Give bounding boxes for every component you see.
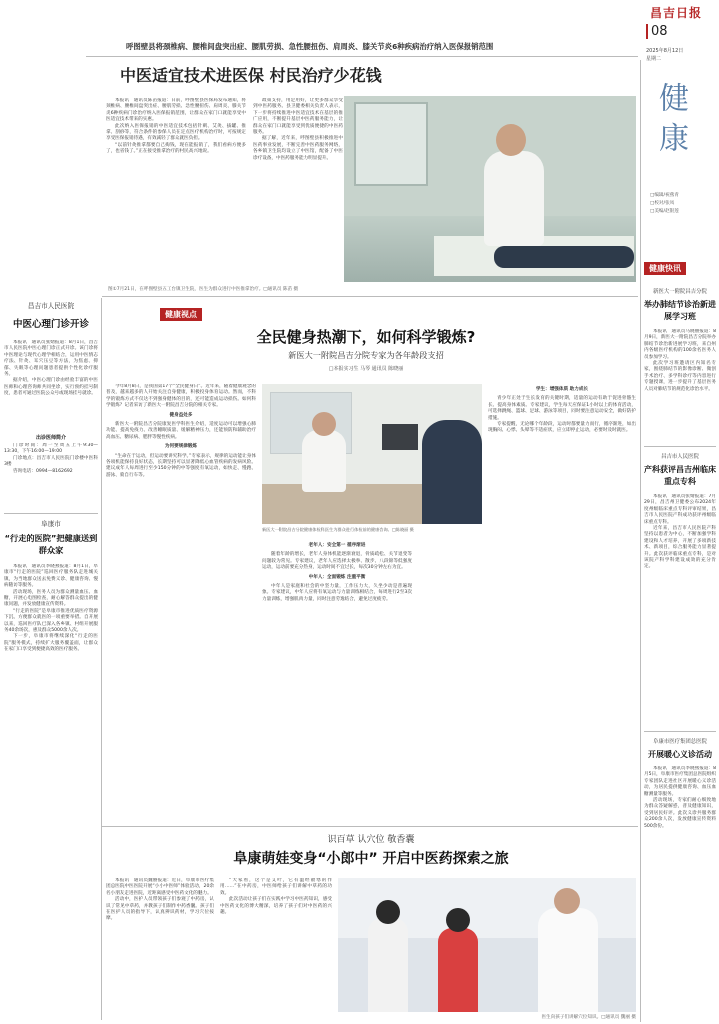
photo-doctor-head xyxy=(496,124,526,156)
lead-body xyxy=(106,98,246,283)
photo-child-1-head xyxy=(376,900,400,924)
newspaper-logo: 昌吉日报 xyxy=(650,6,703,20)
feature-paragraph: “生命在于运动，但运动要讲究科学。”专家表示，规律的运动能让身体各项机能保持良好状态，长期坚持可以显著降低心血管疾病的发病风险。建议成年人每周进行至少150分钟的中等强度有氧运动，如快走、慢跑、游泳、骑自行车等。 xyxy=(106,453,256,478)
feature-paragraph: 专家提醒，无论哪个年龄段，运动时都要量力而行，循序渐进，如出现胸闷、心悸、头晕等不适症状，应立即停止运动，必要时及时就医。 xyxy=(488,422,636,434)
photo-doctor-coat xyxy=(484,151,544,246)
right-section-tag: 健康快讯 xyxy=(644,262,686,275)
issue-date: 2025年8月12日 xyxy=(646,48,684,54)
right-column xyxy=(644,256,716,1022)
feature-col-3 xyxy=(488,384,636,820)
photo-doctor xyxy=(538,908,598,1012)
lead-paragraph: 本报讯 通讯员陈苗报道：日前，呼图壁县医保局发布通知，将颈椎病、腰椎间盘突出症、腰肌劳损、急性腰扭伤、肩周炎、膝关节炎6种疾病门诊治疗纳入医保报销范围，让群众在家门口就能享受中医适宜技术带来的实惠。 xyxy=(106,98,246,123)
lead-headline: 中医适宜技术进医保 村民治疗少花钱 xyxy=(120,66,382,85)
right-body-1 xyxy=(644,329,716,441)
left-paragraph-2: 本报讯 通讯员李晓燕报道：8月1日，阜康市“行走的医院”巡回医疗服务队走进城关镇，为当地群众送去免费义诊、健康咨询、慢病随访等服务。 xyxy=(4,564,98,589)
feature-subtitle: 新医大一附院昌吉分院专家为各年龄段支招 xyxy=(288,350,444,360)
bottom-headline: 阜康萌娃变身“小郎中” 开启中医药探索之旅 xyxy=(233,851,509,867)
left-column xyxy=(4,298,98,1020)
right-divider xyxy=(644,731,716,732)
feature-col-1 xyxy=(106,384,256,804)
page-number: 08 xyxy=(646,24,668,39)
bottom-photo-caption: 医生向孩子们讲解穴位知识。□通讯员 魏丽 摄 xyxy=(541,1015,636,1020)
feature-photo xyxy=(262,384,482,524)
bottom-col-2 xyxy=(220,878,332,1020)
lead-photo-caption: 图①7月21日，在呼图壁县五工台镇卫生院，医生为群众进行中医推拿治疗。□通讯员 陈苗 摄 xyxy=(108,287,299,292)
feature-paragraph: 新医大一附院昌吉分院康复医学科医生介绍，适度运动可以增强心肺功能、提高免疫力、改善睡眠质量、缓解精神压力，还能预防和辅助治疗高血压、糖尿病、肥胖等慢性疾病。 xyxy=(106,422,256,440)
right-org-3: 阜康市医疗集团总医院 xyxy=(653,739,707,745)
feature-subhead: 学生：增强体质 助力成长 xyxy=(535,387,589,392)
editor-line: □美编/赵银莲 xyxy=(650,209,679,214)
left-org-2: 阜康市 xyxy=(41,520,61,528)
photo-doctor-face xyxy=(312,412,336,436)
right-paragraph: 活动现场，专家们耐心细致地为群众答疑解惑，普及健康知识，受到居民好评。此次义诊共服务群众200余人次，发放健康宣传资料500余份。 xyxy=(644,798,716,829)
right-column-rule xyxy=(640,60,641,1022)
bottom-photo xyxy=(338,878,636,1012)
bottom-kicker: 识百草 认穴位 敬香囊 xyxy=(327,835,415,845)
editor-credits xyxy=(650,192,679,216)
left-body xyxy=(4,340,98,432)
feature-subhead: 健身益处多 xyxy=(169,412,193,418)
right-body-3 xyxy=(644,766,716,1016)
lead-rule xyxy=(102,296,638,297)
column-name-text: 健康 xyxy=(653,82,688,162)
left-paragraph-2: 活动现场，医务人员为群众测量血压、血糖，开展心电图检查，耐心解答群众提出的健康问题，并发放健康宣传资料。 xyxy=(4,589,98,608)
photo-child-2 xyxy=(438,928,478,1012)
lead-paragraph: “以前针灸推拿都要自己掏钱，现在能报销了，我们看病方便多了，也省钱了。”正在接受推拿治疗的村民高兴地说。 xyxy=(106,142,246,155)
left-org: 昌吉市人民医院 xyxy=(27,302,75,310)
feature-subhead: 为何要规律锻炼 xyxy=(164,444,198,450)
top-rule xyxy=(86,56,638,57)
left-paragraph: 据介绍，中医心理门诊由经验丰富的中医医师和心理咨询师共同坐诊，实行预约挂号制度，患者可通过医院公众号或现场挂号就诊。 xyxy=(4,378,98,397)
lead-paragraph: 政策支持，用足用好，让更多群众享受到中医药服务。县卫健委相关负责人表示，下一步将持续推进中医适宜技术在基层的推广应用，不断提升基层中医药服务能力，让群众在家门口就能享受到优质便捷的中医药服务。 xyxy=(253,98,343,136)
left-body-2 xyxy=(4,564,98,964)
lead-paragraph: 据了解，近年来，呼图壁县积极推进中医药事业发展，不断完善中医药服务网络，各乡镇卫生院均设立了中医馆，配备了中医诊疗设备，中医药服务能力明显提升。 xyxy=(253,136,343,161)
lead-body-2 xyxy=(253,98,343,283)
right-paragraph: 本报讯 通讯员张婧报道：7月29日，昌吉州卫健委公布2024年度州级临床重点专科评审结果，昌吉市人民医院产科成功获评州级临床重点专科。 xyxy=(644,494,716,525)
photo-doctor-figure xyxy=(302,430,346,492)
right-headline-2: 产科获评昌吉州临床重点专科 xyxy=(644,465,716,486)
feature-paragraph: 中年人是家庭和社会的中坚力量，工作压力大，久坐少动是普遍现象。专家建议，中年人应将有氧运动与力量训练相结合，每周进行2至3次力量训练，增强肌肉力量，同时注意劳逸结合，避免过度疲劳。 xyxy=(262,584,412,602)
editor-line: □校对/张凤 xyxy=(650,201,675,206)
left-paragraph-2: “行走的医院”是阜康市推进优质医疗资源下沉、方便群众就医的一项重要举措。自开展以来，巡回医疗队已深入各乡镇、村组开展服务40余场次，惠及群众5000余人次。 xyxy=(4,608,98,634)
right-paragraph: 本报讯 通讯员马晓丽报道：8月9日，新医大一附院昌吉分院举办肺结节诊治新进展学习班，来自州内各级医疗机构的100余名医务人员参加学习。 xyxy=(644,329,716,360)
right-paragraph: 此次学习班邀请区内知名专家，围绕肺结节的影像诊断、微创手术治疗、多学科诊疗等内容进行专题授课，进一步提升了基层医务人员对肺结节的规范化诊治水平。 xyxy=(644,361,716,392)
left-paragraph: 本报讯 通讯员张婧报道：8月1日，昌吉市人民医院中医心理门诊正式开诊。该门诊将中医理论与现代心理学相结合，运用中医情志疗法、针灸、耳穴压豆等方法，为焦虑、抑郁、失眠等心理问题患者提供个性化诊疗服务。 xyxy=(4,340,98,378)
right-org-1: 新医大一附院昌吉分院 xyxy=(653,289,707,295)
feature-subhead: 老年人：安全第一 循序渐进 xyxy=(308,543,366,548)
column-name xyxy=(648,82,688,162)
photo-doctor-head-2 xyxy=(554,888,580,914)
bottom-paragraph: “大家看，这个是艾叶，它有温经散寒的作用……”在中药房，中医师给孩子们讲解中草药的功效。 xyxy=(220,878,332,896)
right-paragraph: 本报讯 通讯员李晓燕报道：8月5日，阜康市医疗集团总医院组织专家团队走进社区开展暖心义诊活动，为居民提供健康咨询、血压血糖测量等服务。 xyxy=(644,766,716,797)
right-body-2 xyxy=(644,494,716,726)
right-org-2: 昌吉市人民医院 xyxy=(661,454,699,460)
lead-photo xyxy=(344,96,636,282)
bottom-col-1 xyxy=(106,878,214,1020)
feature-paragraph: 随着年龄的增长，老年人身体机能逐渐衰退，骨质疏松、关节退变等问题较为常见。专家建议，老年人应选择太极拳、散步、八段锦等低强度运动，运动前要充分热身，运动时间不宜过长，每次30分钟左右为宜。 xyxy=(262,552,412,571)
schedule-line: 门诊时间：周一至周五上午9:30—13:30，下午16:00—19:00 xyxy=(4,443,98,455)
feature-photo-caption: 新医大一附院昌吉分院健康体检科医生为群众进行体检前的健康咨询。□陈晓丽 摄 xyxy=(262,527,414,532)
right-divider xyxy=(644,446,716,447)
feature-section-tag: 健康视点 xyxy=(160,308,202,321)
feature-paragraph: 今年8月8日，是我国第17个“全民健身日”。近年来，随着健康观念的普及，越来越多的人开始关注自身健康，积极投身体育运动。然而，不科学的锻炼方式不仅达不到强身健体的目的，还可能造成运动损伤。如何科学锻炼？记者采访了新医大一附院昌吉分院的相关专家。 xyxy=(106,384,256,409)
right-headline-1: 举办肺结节诊治新进展学习班 xyxy=(644,300,716,321)
left-paragraph-2: 下一步，阜康市将继续深化“行走的医院”服务模式，持续扩大服务覆盖面，让群众在家门口享受到便捷高效的医疗服务。 xyxy=(4,634,98,653)
feature-subhead: 中年人：全面锻炼 注重平衡 xyxy=(308,574,366,580)
bottom-paragraph: 此次活动让孩子们在实践中学习中医药知识，感受中医药文化的博大精深，培养了孩子们对中医药的兴趣。 xyxy=(220,897,332,916)
top-banner: 呼图壁县将颈椎病、腰椎间盘突出症、腰肌劳损、急性腰扭伤、肩周炎、膝关节炎6种疾病治疗纳入医保报销范围 xyxy=(126,42,494,51)
schedule-line: 咨询电话：0994—8162692 xyxy=(13,468,73,474)
photo-child-2-head xyxy=(446,908,470,932)
feature-paragraph: 青少年正处于生长发育的关键时期，适量的运动有助于促进骨骼生长、提高身体素质。专家建议，学生每天应保证1小时以上的体育活动，可选择跳绳、篮球、足球、游泳等项目，同时要注意运动安全，做好防护措施。 xyxy=(488,396,636,421)
right-paragraph: 近年来，昌吉市人民医院产科坚持以患者为中心，不断加强学科建设和人才培养，开展了多项新技术、新项目，综合服务能力显著提升。此次获评临床重点专科，是对该院产科学科建设成效的充分肯定。 xyxy=(644,526,716,570)
lead-paragraph: 此次纳入医保报销的中医适宜技术包括针刺、艾灸、拔罐、推拿、刮痧等，符合条件的参保人员在定点医疗机构治疗时，可按规定享受医保报销待遇，有效减轻了群众就医负担。 xyxy=(106,123,246,142)
feature-bottom-rule xyxy=(102,826,638,827)
bottom-paragraph: 活动中，医护人员带领孩子们参观了中药房，认识了常见中草药，并教孩子们制作中药香囊。孩子们在医护人员的指导下，认真辨识药材，学习穴位按摩。 xyxy=(106,897,214,922)
photo-patient xyxy=(494,246,634,268)
left-column-rule xyxy=(101,298,102,1020)
left-schedule xyxy=(4,443,98,509)
photo-window xyxy=(354,102,428,186)
feature-byline: □本报实习生 马琴 通讯员 陈晓丽 xyxy=(328,366,404,372)
right-headline-3: 开展暖心义诊活动 xyxy=(648,750,712,759)
left-headline: 中医心理门诊开诊 xyxy=(12,319,89,330)
photo-patient-back xyxy=(422,420,482,524)
feature-headline: 全民健身热潮下，如何科学锻炼? xyxy=(256,328,476,346)
issue-weekday: 星期二 xyxy=(646,56,662,62)
feature-col-2 xyxy=(262,540,412,820)
editor-line: □编辑/祝燕青 xyxy=(650,193,679,198)
left-divider xyxy=(4,513,98,514)
schedule-line: 门诊地点：昌吉市人民医院门诊楼中医科3楼 xyxy=(4,455,98,468)
bottom-paragraph: 本报讯 通讯员魏丽报道：近日，阜康市医疗集团总医院中医医院开展“小小中医师”体验活动，20余名小朋友走进医院，近距离感受中医药文化的魅力。 xyxy=(106,878,214,896)
photo-child-1 xyxy=(368,918,408,1012)
left-headline-2: “行走的医院”把健康送到群众家 xyxy=(4,533,98,555)
photo-monitor xyxy=(382,424,418,450)
left-schedule-title: 出诊医师简介 xyxy=(35,435,66,441)
